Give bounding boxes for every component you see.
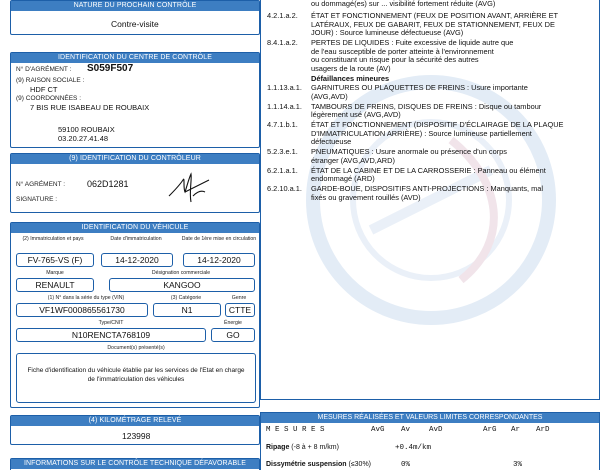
defect-line: Défaillances mineures [311, 73, 390, 83]
vin-field: VF1WF000865561730 [16, 303, 148, 317]
dissym-av: 0% [401, 461, 411, 469]
defect-line: ÉTAT ET FONCTIONNEMENT (FEUX DE POSITION AVANT, ARRIÈRE ET [311, 11, 559, 20]
defect-line: endommagé (ARD) [311, 174, 375, 184]
mileage-header: (4) KILOMÉTRAGE RELEVÉ [11, 416, 259, 426]
center-box [10, 52, 260, 148]
next-visit-header: NATURE DU PROCHAIN CONTRÔLE [11, 1, 259, 11]
center-header: IDENTIFICATION DU CENTRE DE CONTRÔLE [11, 53, 259, 63]
info-box [10, 458, 260, 470]
col-avd: AvD [429, 426, 443, 434]
defect-line: fixés ou gravement rouillés (AVD) [311, 192, 421, 202]
defect-line: de l'eau susceptible de porter atteinte à l'environnement [311, 46, 494, 56]
col-av: Av [401, 426, 411, 434]
right-column [260, 0, 600, 470]
col-ard: ArD [536, 426, 550, 434]
defects-frame [260, 0, 600, 400]
energy-label: Énergie [224, 320, 242, 326]
dissym-label: Dissymétrie suspension [266, 461, 347, 468]
measure-row-dissymetrie [266, 461, 371, 468]
defect-line: PERTES DE LIQUIDES : Fuite excessive de liquide autre que [311, 38, 514, 47]
circ-field: 14-12-2020 [183, 253, 255, 267]
signature-image [161, 166, 221, 211]
center-coords-label: (9) COORDONNÉES : [16, 95, 82, 102]
genre-label: Genre [231, 295, 247, 301]
defect-text [311, 121, 600, 147]
center-address: 7 BIS RUE ISABEAU DE ROUBAIX [30, 103, 150, 112]
type-field: N10RENCTA768109 [16, 328, 206, 342]
genre-field: CTTE [225, 303, 255, 317]
ripage-limit: (-8 à + 8 m/km) [291, 444, 339, 451]
defect-text [311, 185, 600, 202]
defect-text [311, 12, 600, 38]
defect-line: (AVG,AVD) [311, 91, 348, 101]
model-field: KANGOO [109, 278, 255, 292]
center-phone: 03.20.27.41.48 [58, 134, 109, 143]
inspector-signature-label: SIGNATURE : [16, 196, 58, 203]
defect-code: 6.2.10.a.1. [267, 184, 302, 193]
cat-field: N1 [153, 303, 221, 317]
defect-text [311, 148, 600, 165]
vehicle-header: IDENTIFICATION DU VÉHICULE [11, 223, 259, 233]
defect-line: légèrement usé (AVG,AVD) [311, 110, 401, 120]
ripage-av: +0.4m/km [395, 444, 432, 452]
defect-line: usagers de la route (AV) [311, 63, 391, 73]
center-approval-label: N° D'AGRÉMENT : [16, 66, 72, 73]
vehicle-box [10, 222, 260, 408]
cat-label: (3) Catégorie [170, 295, 202, 301]
defect-text [311, 84, 600, 101]
defect-line: JOUR) : Source lumineuse défectueuse (AVG) [311, 28, 464, 38]
col-avg: AvG [371, 426, 385, 434]
brand-label: Marque [46, 270, 64, 276]
defect-text [311, 103, 600, 120]
defect-line: TAMBOURS DE FREINS, DISQUES DE FREINS : Disque ou tambour [311, 101, 542, 111]
measures-header: MESURES RÉALISÉES ET VALEURS LIMITES CORRESPONDANTES [261, 413, 599, 423]
model-label: Désignation commerciale [151, 270, 211, 276]
defect-code: 8.4.1.a.2. [267, 38, 298, 47]
mileage-box [10, 415, 260, 445]
center-city: 59100 ROUBAIX [58, 125, 115, 134]
defect-code: 1.1.14.a.1. [267, 101, 302, 111]
defect-line: D'IMMATRICULATION ARRIÈRE) : Source lumineuse partiellement [311, 128, 532, 138]
inspector-header: (9) IDENTIFICATION DU CONTRÔLEUR [11, 154, 259, 164]
measures-box [260, 412, 600, 470]
defect-line: ou constituant un risque pour la sécurité des autres [311, 55, 479, 65]
measure-row-ripage [266, 444, 339, 451]
dissym-limit: (≤30%) [348, 461, 371, 468]
docs-label: Document(s) présenté(s) [107, 345, 165, 351]
docs-text: Fiche d'identification du véhicule établie par les services de l'Etat en charge de l'immatriculation des véhicules [27, 367, 245, 383]
defect-line: GARDE-BOUE, DISPOSITIFS ANTI-PROJECTIONS : Manquants, mal [311, 184, 544, 193]
defect-code: 5.2.3.e.1. [267, 147, 298, 157]
brand-field: RENAULT [16, 278, 94, 292]
measures-col-title: M E S U R E S [266, 426, 325, 434]
col-arg: ArG [483, 426, 497, 434]
reg-label: (2) Immatriculation et pays [22, 236, 84, 242]
defect-line: GARNITURES OU PLAQUETTES DE FREINS : Usure importante [311, 83, 528, 93]
dissym-ar: 3% [513, 461, 523, 469]
defect-code: 4.7.1.b.1. [267, 120, 298, 130]
defect-line: LATÉRAUX, FEUX DE GABARIT, FEUX DE STATIONNEMENT, FEUX DE [311, 19, 555, 29]
defect-line: défectueuse [311, 137, 352, 147]
inspector-box [10, 153, 260, 213]
defect-line: ÉTAT ET FONCTIONNEMENT (DISPOSITIF D'ÉCLAIRAGE DE LA PLAQUE [311, 120, 564, 130]
defect-code: 6.2.1.a.1. [267, 165, 298, 175]
defect-line: étranger (AVG,AVD,ARD) [311, 155, 395, 165]
center-company: HDF CT [30, 85, 58, 94]
inspector-approval-label: N° AGRÉMENT : [16, 181, 66, 188]
defect-text [311, 167, 600, 184]
type-label: Type/CNIT [98, 320, 124, 326]
defect-text [311, 75, 600, 84]
defect-line: PNEUMATIQUES : Usure anormale ou présence d'un corps [311, 147, 507, 157]
vin-label: (1) N° dans la série du type (VIN) [47, 295, 125, 301]
mileage-value: 123998 [122, 431, 151, 441]
docs-field [16, 353, 256, 403]
first-reg-label: Date d'immatriculation [110, 236, 162, 242]
left-column [10, 0, 260, 470]
col-ar: Ar [511, 426, 521, 434]
next-visit-value: Contre-visite [111, 19, 159, 29]
defect-code: 1.1.13.a.1. [267, 83, 302, 93]
reg-field: FV-765-VS (F) [16, 253, 94, 267]
defect-partial-top: ou dommagé(es) sur ... visibilité fortement réduite (AVG) [311, 0, 496, 8]
first-reg-field: 14-12-2020 [101, 253, 173, 267]
defect-line: ÉTAT DE LA CABINE ET DE LA CARROSSERIE : Panneau ou élément [311, 165, 546, 175]
ripage-label: Ripage [266, 444, 290, 451]
defect-code: 4.2.1.a.2. [267, 11, 298, 20]
inspector-approval: 062D1281 [87, 179, 129, 189]
info-header: INFORMATIONS SUR LE CONTRÔLE TECHNIQUE DÉFAVORABLE [11, 459, 259, 469]
circ-label: Date de 1ère mise en circulation [181, 236, 257, 242]
center-company-label: (9) RAISON SOCIALE : [16, 77, 85, 84]
defect-text [311, 39, 600, 73]
center-approval: S059F507 [87, 63, 134, 74]
energy-field: GO [211, 328, 255, 342]
next-visit-box [10, 0, 260, 35]
